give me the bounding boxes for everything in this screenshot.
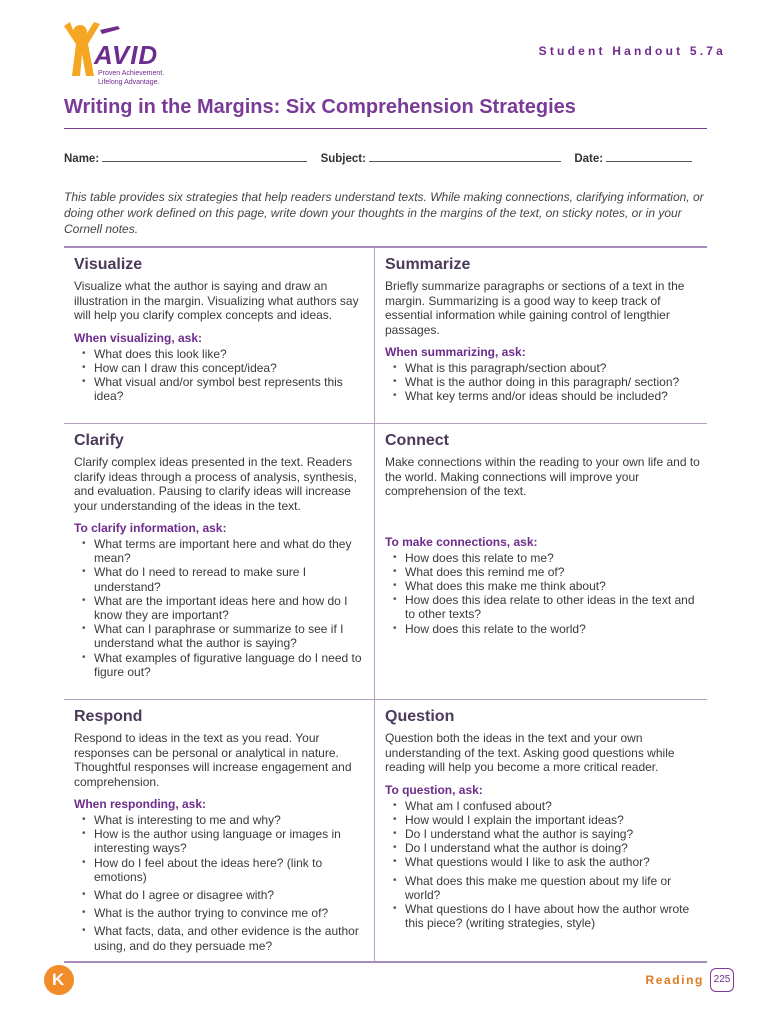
question-item: • What examples of figurative language do I need to figure out? (82, 651, 368, 679)
strategy-question (375, 700, 707, 934)
name-label: Name: (64, 153, 100, 165)
ask-label: When responding, ask: (74, 797, 207, 811)
question-item: • How is the author using language or images in interesting ways? (82, 827, 368, 855)
strategy-title: Connect (385, 432, 449, 449)
question-item: • What key terms and/or ideas should be included? (393, 389, 701, 403)
question-list (74, 813, 368, 953)
question-item: • What is the author trying to convince me of? (82, 906, 368, 920)
question-item: • How does this relate to me? (393, 551, 701, 565)
subject-label: Subject: (320, 153, 366, 165)
question-item: • What questions do I have about how the author wrote this piece? (writing strategies, style) (393, 902, 701, 930)
question-item: • What can I paraphrase or summarize to see if I understand what the author is saying? (82, 622, 368, 650)
question-list (74, 537, 368, 679)
strategy-title: Visualize (74, 256, 143, 273)
question-list (385, 551, 701, 636)
question-item: • How would I explain the important ideas? (393, 813, 701, 827)
question-item: • What is the author doing in this paragraph/ section? (393, 375, 701, 389)
question-item: • What questions would I like to ask the author? (393, 855, 701, 869)
strategy-visualize (64, 248, 374, 403)
strategy-title: Question (385, 708, 455, 725)
question-item: • What facts, data, and other evidence is the author using, and do they persuade me? (82, 924, 368, 952)
logo-tagline-1: Proven Achievement. (98, 70, 165, 77)
question-item: • How does this idea relate to other ideas in the text and to other texts? (393, 593, 701, 621)
strategy-connect (375, 424, 707, 636)
name-field[interactable] (102, 151, 307, 162)
title-divider (64, 128, 707, 129)
question-item: • What are the important ideas here and how do I know they are important? (82, 594, 368, 622)
question-item: • What does this make me question about my life or world? (393, 874, 701, 902)
subject-field[interactable] (369, 151, 561, 162)
ask-label: When visualizing, ask: (74, 330, 203, 345)
strategy-title: Respond (74, 708, 143, 725)
strategy-description: Clarify complex ideas presented in the text. Readers clarify ideas through a process of analysis, synthesis, and evaluation. Pausing to clarify ideas will increase your understanding of the ideas in the text. (74, 455, 357, 513)
question-item: • What do I need to reread to make sure I understand? (82, 565, 368, 593)
k-logo-letter: K (52, 970, 65, 989)
date-field[interactable] (606, 151, 692, 162)
ask-label: To question, ask: (385, 782, 483, 797)
strategy-description: Visualize what the author is saying and draw an illustration in the margin. Visualizing what authors say will help you clarify complex concepts and ideas. (74, 279, 359, 322)
strategy-summarize (375, 248, 707, 404)
question-list (385, 799, 701, 931)
date-label: Date: (574, 153, 604, 165)
question-item: • How can I draw this concept/idea? (82, 361, 368, 375)
question-item: • What is this paragraph/section about? (393, 361, 701, 375)
strategy-clarify (64, 424, 374, 679)
question-item: • How does this relate to the world? (393, 622, 701, 636)
question-item: • What does this remind me of? (393, 565, 701, 579)
logo-wordmark: AVID (94, 40, 159, 70)
question-item: • What does this make me think about? (393, 579, 701, 593)
k-logo-icon (44, 965, 74, 995)
strategy-description: Briefly summarize paragraphs or sections of a text in the margin. Summarizing is a good way to keep track of essential information while gaining control of lengthier passages. (385, 279, 685, 337)
question-item: • What terms are important here and what do they mean? (82, 537, 368, 565)
question-item: • How do I feel about the ideas here? (link to emotions) (82, 856, 368, 884)
strategy-description: Question both the ideas in the text and your own understanding of the text. Asking good questions while reading will help you become a more critical reader. (385, 731, 675, 774)
strategy-title: Clarify (74, 432, 124, 449)
question-list (385, 361, 701, 404)
strategy-respond (64, 700, 374, 957)
page-number: 225 (710, 968, 734, 992)
question-item: • What is interesting to me and why? (82, 813, 368, 827)
question-item: • What do I agree or disagree with? (82, 888, 368, 902)
question-item: • Do I understand what the author is saying? (393, 827, 701, 841)
strategy-description: Make connections within the reading to your own life and to the world. Making connections will improve your comprehension of the text. (385, 455, 700, 498)
logo-tagline-2: Lifelong Advantage. (98, 79, 160, 86)
avid-logo (60, 18, 180, 90)
question-item: • Do I understand what the author is doing? (393, 841, 701, 855)
page-title: Writing in the Margins: Six Comprehension Strategies (64, 96, 576, 118)
strategies-table (64, 246, 707, 963)
question-item: • What am I confused about? (393, 799, 701, 813)
strategy-title: Summarize (385, 256, 471, 273)
ask-label: To clarify information, ask: (74, 521, 227, 535)
handout-label: Student Handout 5.7a (538, 44, 726, 58)
strategy-description: Respond to ideas in the text as you read. Your responses can be personal or analytical in nature. Thoughtful responses will increase engagement and comprehension. (74, 731, 352, 789)
ask-label: To make connections, ask: (385, 534, 538, 549)
question-item: • What visual and/or symbol best represents this idea? (82, 375, 368, 403)
ask-label: When summarizing, ask: (385, 345, 526, 359)
question-list (74, 347, 368, 404)
question-item: • What does this look like? (82, 347, 368, 361)
student-info-line (64, 151, 707, 165)
section-label: Reading (645, 973, 704, 987)
intro-text: This table provides six strategies that help readers understand texts. While making connections, clarifying information, or doing other work defined on this page, write down your thoughts in the margins of the text, on sticky notes, or in your Cornell notes. (64, 190, 704, 236)
